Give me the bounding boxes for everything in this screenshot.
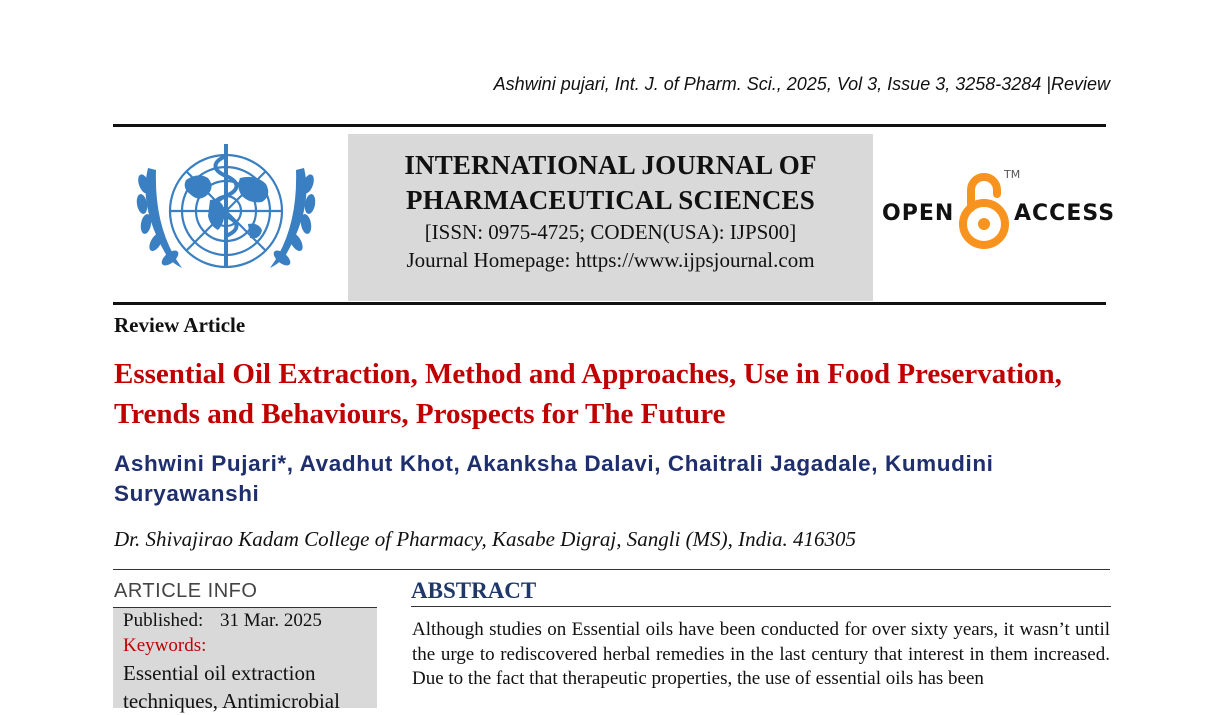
paper-title: Essential Oil Extraction, Method and Approaches, Use in Food Preservation, Trends and Behaviours, Prospects for The Future	[114, 358, 1062, 430]
published-row	[123, 610, 322, 632]
open-access-left-text: OPEN	[882, 201, 955, 226]
open-access-tm: TM	[1004, 168, 1021, 181]
affiliation: Dr. Shivajirao Kadam College of Pharmacy, Kasabe Digraj, Sangli (MS), India. 416305	[114, 527, 856, 551]
open-access-logo	[880, 168, 1116, 252]
article-info-box	[113, 607, 377, 713]
published-label: Published:	[123, 610, 204, 631]
keywords-value: Essential oil extraction techniques, Antimicrobial	[123, 661, 340, 713]
header-top-rule	[113, 124, 1106, 127]
journal-title-line1: INTERNATIONAL JOURNAL OF	[404, 150, 817, 180]
abstract-rule	[411, 606, 1111, 607]
citation-line: Ashwini pujari, Int. J. of Pharm. Sci., 2025, Vol 3, Issue 3, 3258-3284 |Review	[493, 74, 1110, 94]
issn-line: [ISSN: 0975-4725; CODEN(USA): IJPS00]	[424, 220, 797, 244]
header-bottom-rule	[113, 302, 1106, 305]
abstract-text: Although studies on Essential oils have been conducted for over sixty years, it wasn’t until the urge to rediscovered herbal remedies in the last century that interest in them increased. Due to the fact that therapeutic properties, the use of essential oils has been	[412, 619, 1110, 689]
article-info-heading: ARTICLE INFO	[114, 580, 258, 602]
open-access-right-text: ACCESS	[1014, 201, 1116, 226]
author-list: Ashwini Pujari*, Avadhut Khot, Akanksha Dalavi, Chaitrali Jagadale, Kumudini Suryawanshi	[114, 451, 994, 506]
journal-title-line2: PHARMACEUTICAL SCIENCES	[406, 185, 815, 215]
homepage-line[interactable]: Journal Homepage: https://www.ijpsjournal.com	[406, 248, 815, 272]
article-type: Review Article	[114, 313, 246, 337]
published-value: 31 Mar. 2025	[219, 610, 322, 631]
section-divider	[113, 569, 1110, 570]
keywords-label: Keywords:	[123, 635, 207, 656]
journal-header-box	[348, 134, 873, 301]
who-emblem-icon	[128, 138, 324, 284]
abstract-heading: ABSTRACT	[411, 578, 537, 603]
